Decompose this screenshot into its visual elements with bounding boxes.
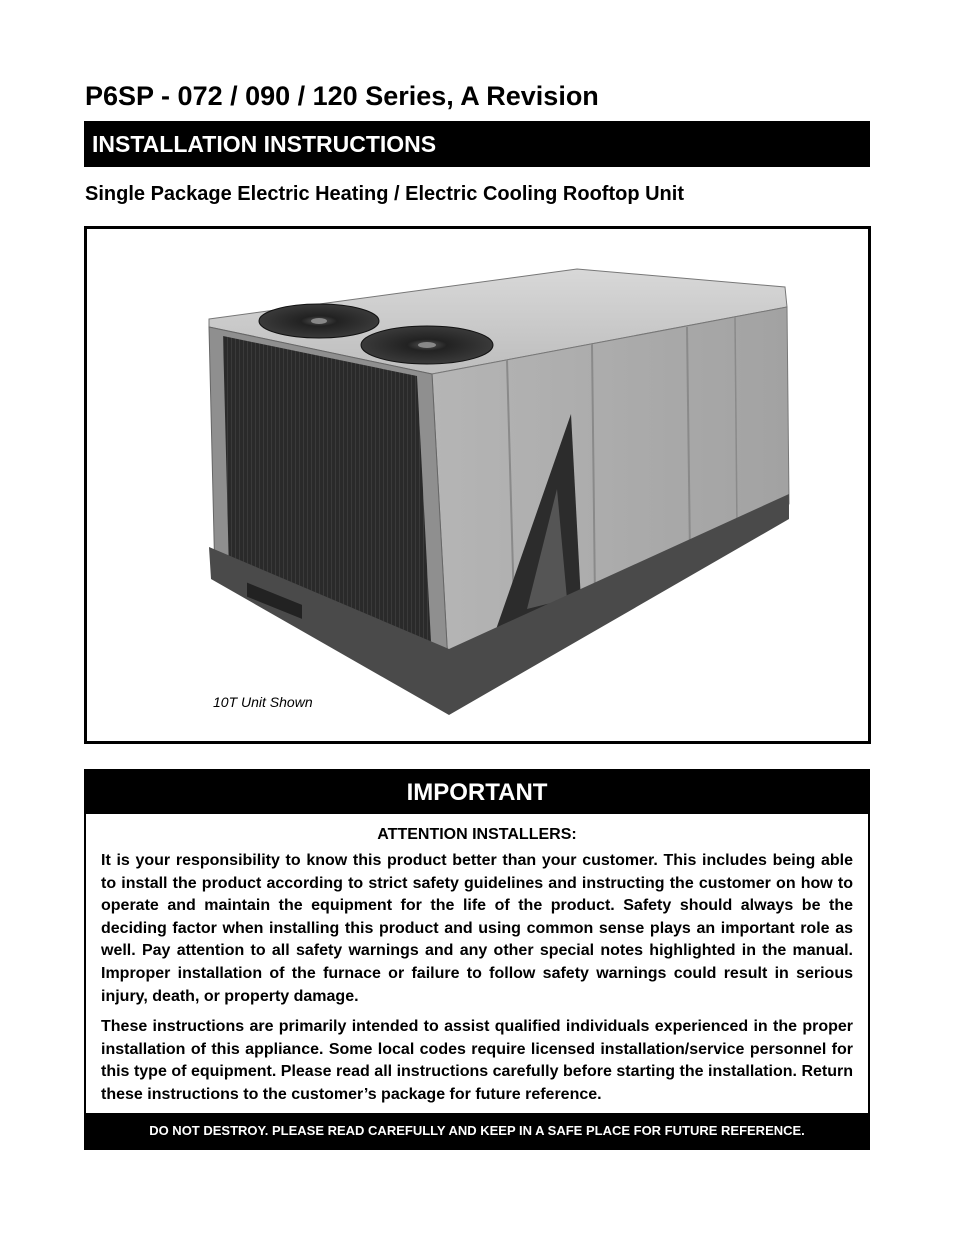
section-banner: INSTALLATION INSTRUCTIONS — [84, 121, 870, 167]
product-figure — [84, 226, 871, 744]
rooftop-unit-illustration — [87, 229, 868, 741]
figure-caption: 10T Unit Shown — [213, 694, 313, 710]
attention-heading: ATTENTION INSTALLERS: — [377, 826, 577, 843]
notice-paragraph: These instructions are primarily intended to assist qualified individuals experienced in the proper installation of this appliance. Some local codes require licensed installation/service personnel for this type of equipment. Please read all instructions carefully before starting the installation. Return these instructions to the customer’s package for future reference. — [101, 1018, 853, 1103]
notice-paragraph: It is your responsibility to know this product better than your customer. This includes being able to install the product according to strict safety guidelines and instructing the customer on how to operate and maintain the equipment for the life of the product. Safety should always be the deciding factor when installing this product and using common sense plays an important role as well. Pay attention to all safety warnings and any other special notes highlighted in the manual. Improper installation of the furnace or failure to follow safety warnings could result in serious injury, death, or property damage. — [101, 852, 853, 1005]
important-heading: IMPORTANT — [86, 771, 868, 814]
document-title: P6SP - 072 / 090 / 120 Series, A Revision — [85, 81, 599, 111]
important-footer: DO NOT DESTROY. PLEASE READ CAREFULLY AND KEEP IN A SAFE PLACE FOR FUTURE REFERENCE. — [86, 1113, 868, 1148]
document-subtitle: Single Package Electric Heating / Electric Cooling Rooftop Unit — [85, 183, 684, 205]
important-notice — [84, 769, 870, 1150]
